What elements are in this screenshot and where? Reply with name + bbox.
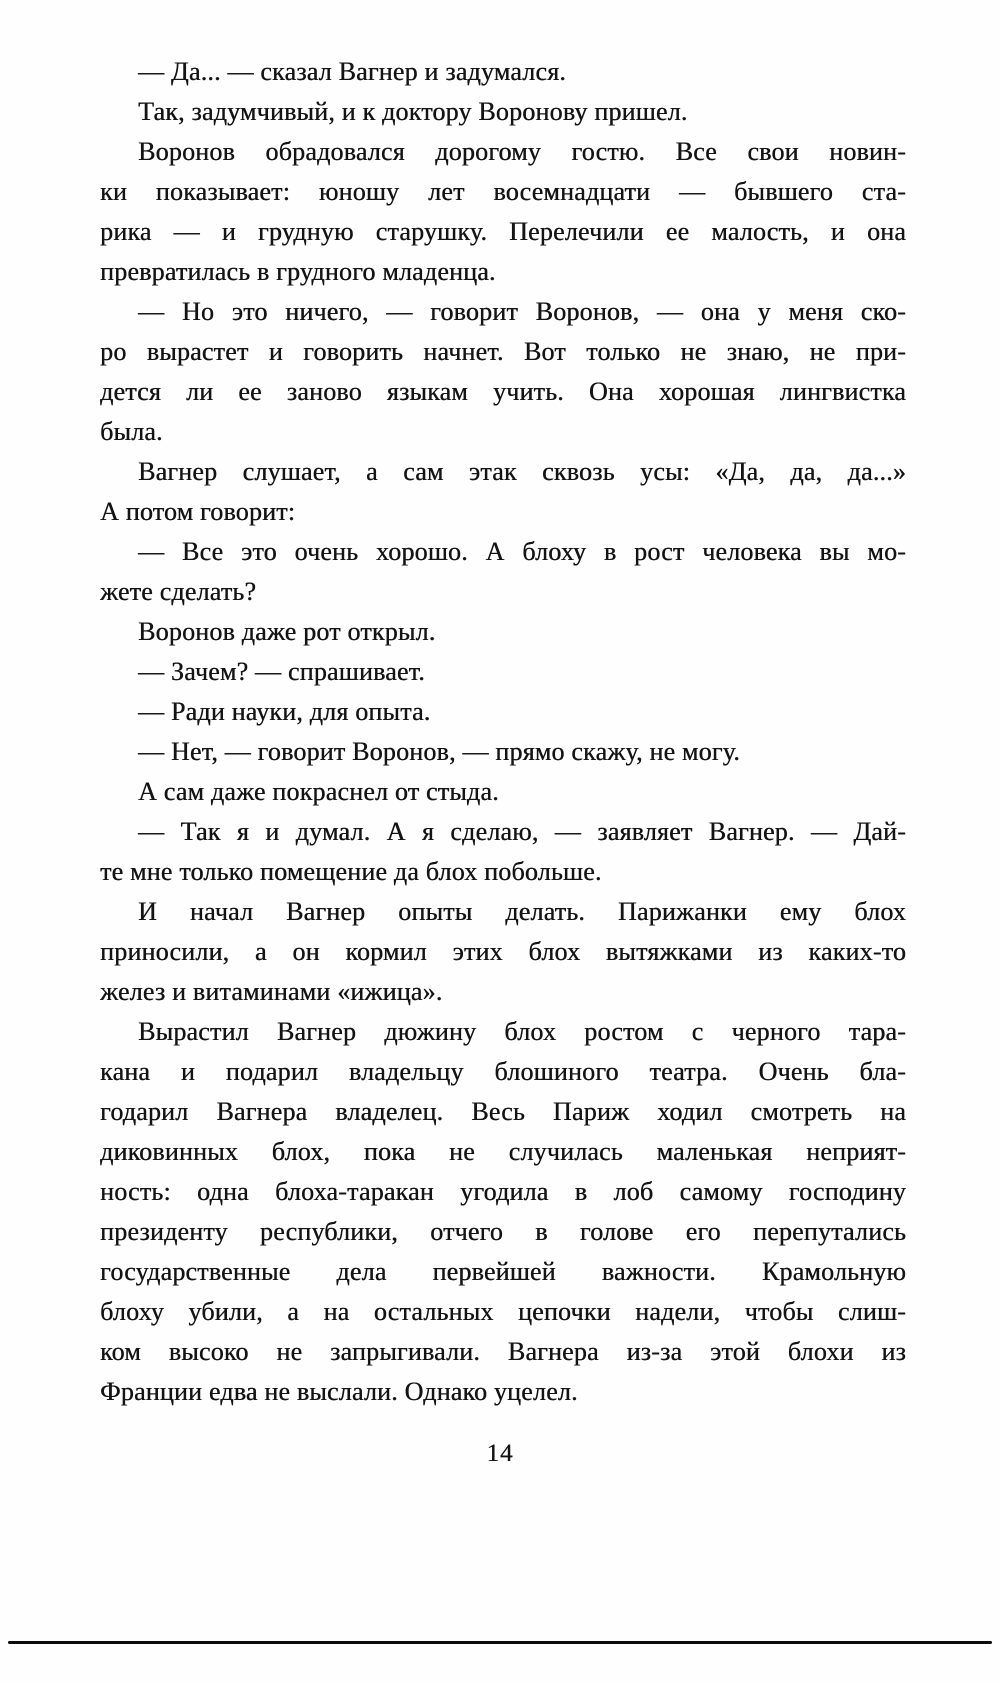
text-line: превратилась в грудного младенца.: [100, 257, 496, 286]
text-line: государственные дела первейшей важности. Крамольную: [100, 1257, 906, 1286]
text-line: — Но это ничего, — говорит Воронов, — она у меня ско-: [138, 297, 906, 326]
text-line: жете сделать?: [100, 577, 257, 606]
text-line: дется ли ее заново языкам учить. Она хорошая лингвистка: [100, 377, 906, 406]
paragraph: [100, 652, 906, 692]
text-line: президенту республики, отчего в голове его перепутались: [100, 1217, 906, 1246]
text-line: — Все это очень хорошо. А блоху в рост человека вы мо-: [138, 537, 906, 566]
text-line: те мне только помещение да блох побольше.: [100, 857, 602, 886]
text-line: годарил Вагнера владелец. Весь Париж ходил смотреть на: [100, 1097, 906, 1126]
text-line: А потом говорит:: [100, 497, 296, 526]
page-number: 14: [486, 1440, 514, 1467]
text-line: А сам даже покраснел от стыда.: [138, 777, 499, 806]
text-line: ки показывает: юношу лет восемнадцати — бывшего ста-: [100, 177, 906, 206]
text-line: ком высоко не запрыгивали. Вагнера из-за этой блохи из: [100, 1337, 906, 1366]
text-line: ро вырастет и говорить начнет. Вот только не знаю, не при-: [100, 337, 906, 366]
text-line: ность: одна блоха-таракан угодила в лоб самому господину: [100, 1177, 906, 1206]
paragraph: [100, 812, 906, 892]
paragraph: [100, 132, 906, 292]
text-line: Воронов обрадовался дорогому гостю. Все свои новин-: [138, 137, 906, 166]
paragraph: [100, 692, 906, 732]
paragraph: [100, 732, 906, 772]
text-line: Воронов даже рот открыл.: [138, 617, 436, 646]
paragraph: [100, 52, 906, 92]
text-line: — Нет, — говорит Воронов, — прямо скажу, не могу.: [138, 737, 740, 766]
paragraph: [100, 612, 906, 652]
paragraph: [100, 452, 906, 532]
text-line: была.: [100, 417, 163, 446]
paragraph: [100, 772, 906, 812]
text-line: Вырастил Вагнер дюжину блох ростом с черного тара-: [138, 1017, 906, 1046]
scan-edge-line: [8, 1641, 992, 1644]
text-line: — Да... — сказал Вагнер и задумался.: [138, 57, 566, 86]
text-line: желез и витаминами «ижица».: [100, 977, 443, 1006]
paragraph: [100, 532, 906, 612]
text-line: диковинных блох, пока не случилась маленькая неприят-: [100, 1137, 906, 1166]
text-line: — Зачем? — спрашивает.: [138, 657, 425, 686]
text-line: приносили, а он кормил этих блох вытяжками из каких-то: [100, 937, 906, 966]
text-line: — Ради науки, для опыта.: [138, 697, 431, 726]
text-line: — Так я и думал. А я сделаю, — заявляет Вагнер. — Дай-: [138, 817, 906, 846]
text-line: рика — и грудную старушку. Перелечили ее малость, и она: [100, 217, 906, 246]
text-block: [100, 52, 906, 1412]
paragraph: [100, 1012, 906, 1412]
text-line: кана и подарил владельцу блошиного театра. Очень бла-: [100, 1057, 906, 1086]
text-line: И начал Вагнер опыты делать. Парижанки ему блох: [138, 897, 906, 926]
paragraph: [100, 892, 906, 1012]
text-line: блоху убили, а на остальных цепочки надели, чтобы слиш-: [100, 1297, 906, 1326]
text-line: Франции едва не выслали. Однако уцелел.: [100, 1377, 578, 1406]
paragraph: [100, 292, 906, 452]
text-line: Вагнер слушает, а сам этак сквозь усы: «Да, да, да...»: [138, 457, 906, 486]
paragraph: [100, 92, 906, 132]
text-line: Так, задумчивый, и к доктору Воронову пришел.: [138, 97, 688, 126]
